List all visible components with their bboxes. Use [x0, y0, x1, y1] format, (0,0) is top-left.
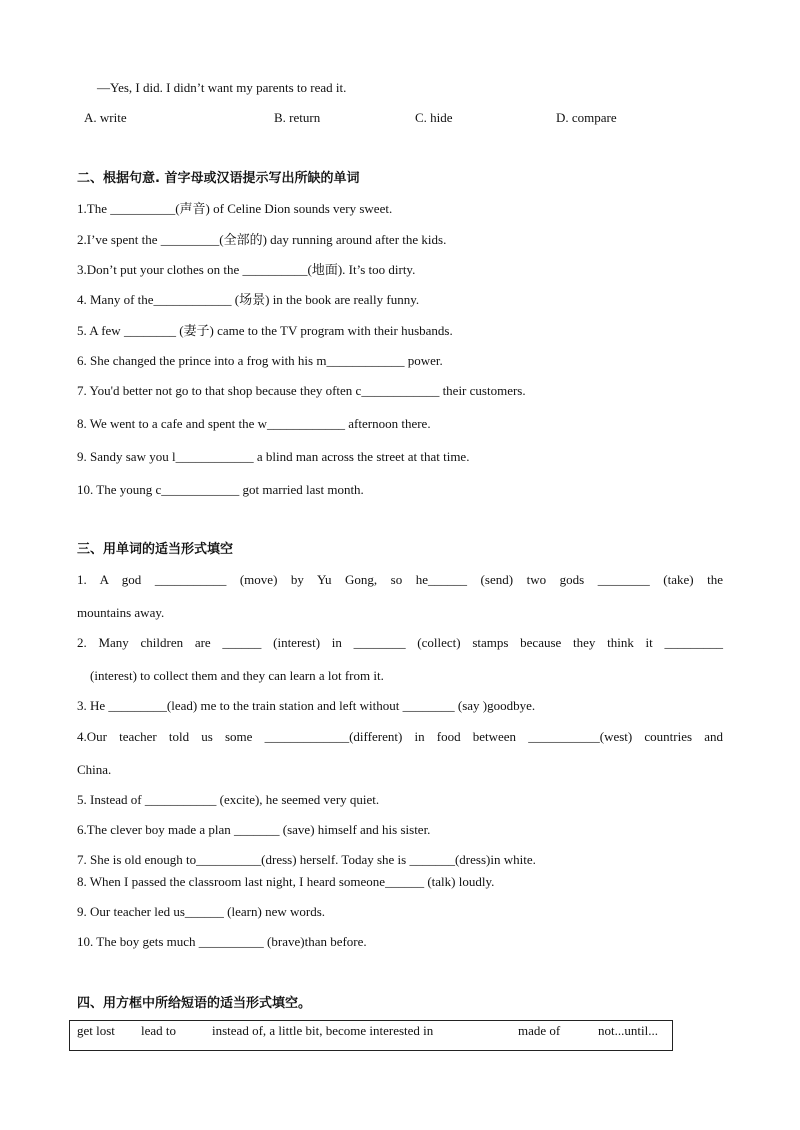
s3-item-2-line-1: 2. Many children are ______ (interest) in ________ (collect) stamps because they think it _________ [77, 635, 723, 650]
s2-item-9: 9. Sandy saw you l____________ a blind man across the street at that time. [77, 449, 470, 464]
s3-item-5: 5. Instead of ___________ (excite), he seemed very quiet. [77, 792, 380, 807]
s2-item-6: 6. She changed the prince into a frog with his m____________ power. [77, 353, 443, 368]
s3-item-4-line-1: 4.Our teacher told us some _____________(different) in food between ___________(west) countries and [77, 729, 723, 744]
s3-item-2-line-2: (interest) to collect them and they can learn a lot from it. [90, 668, 384, 683]
s2-item-3: 3.Don’t put your clothes on the __________(地面). It’s too dirty. [77, 262, 416, 277]
s3-item-9: 9. Our teacher led us______ (learn) new words. [77, 904, 326, 919]
s3-item-4-line-2: China. [77, 762, 112, 777]
phrase-group: instead of, a little bit, become interested in [212, 1023, 434, 1038]
phrase-lead-to: lead to [141, 1023, 177, 1038]
s3-item-7: 7. She is old enough to__________(dress) herself. Today she is _______(dress)in white. [77, 852, 536, 867]
answer-line: —Yes, I did. I didn’t want my parents to read it. [97, 80, 347, 95]
s2-item-2: 2.I’ve spent the _________(全部的) day running around after the kids. [77, 232, 447, 247]
option-c: C. hide [415, 110, 453, 125]
s2-item-4: 4. Many of the____________ (场景) in the book are really funny. [77, 292, 420, 307]
s2-item-7: 7. You'd better not go to that shop because they often c____________ their customers. [77, 383, 526, 398]
s3-item-3: 3. He _________(lead) me to the train station and left without ________ (say )goodbye. [77, 698, 536, 713]
section-4-heading: 四、用方框中所给短语的适当形式填空。 [77, 996, 312, 1011]
option-d: D. compare [556, 110, 617, 125]
phrase-made-of: made of [518, 1023, 561, 1038]
s3-item-6: 6.The clever boy made a plan _______ (save) himself and his sister. [77, 822, 431, 837]
s2-item-5: 5. A few ________ (妻子) came to the TV program with their husbands. [77, 323, 453, 338]
s3-item-10: 10. The boy gets much __________ (brave)than before. [77, 934, 367, 949]
s3-item-8: 8. When I passed the classroom last night, I heard someone______ (talk) loudly. [77, 874, 495, 889]
phrase-get-lost: get lost [77, 1023, 115, 1038]
s2-item-8: 8. We went to a cafe and spent the w____________ afternoon there. [77, 416, 431, 431]
section-2-heading: 二、根据句意. 首字母或汉语提示写出所缺的单词 [77, 171, 360, 186]
phrase-not-until: not...until... [598, 1023, 658, 1038]
s2-item-1: 1.The __________(声音) of Celine Dion sounds very sweet. [77, 201, 393, 216]
s3-item-1-line-2: mountains away. [77, 605, 165, 620]
section-3-heading: 三、用单词的适当形式填空 [77, 542, 234, 557]
s3-item-1-line-1: 1. A god ___________ (move) by Yu Gong, so he______ (send) two gods ________ (take) the [77, 572, 723, 587]
option-b: B. return [274, 110, 321, 125]
s2-item-10: 10. The young c____________ got married last month. [77, 482, 364, 497]
option-a: A. write [84, 110, 127, 125]
